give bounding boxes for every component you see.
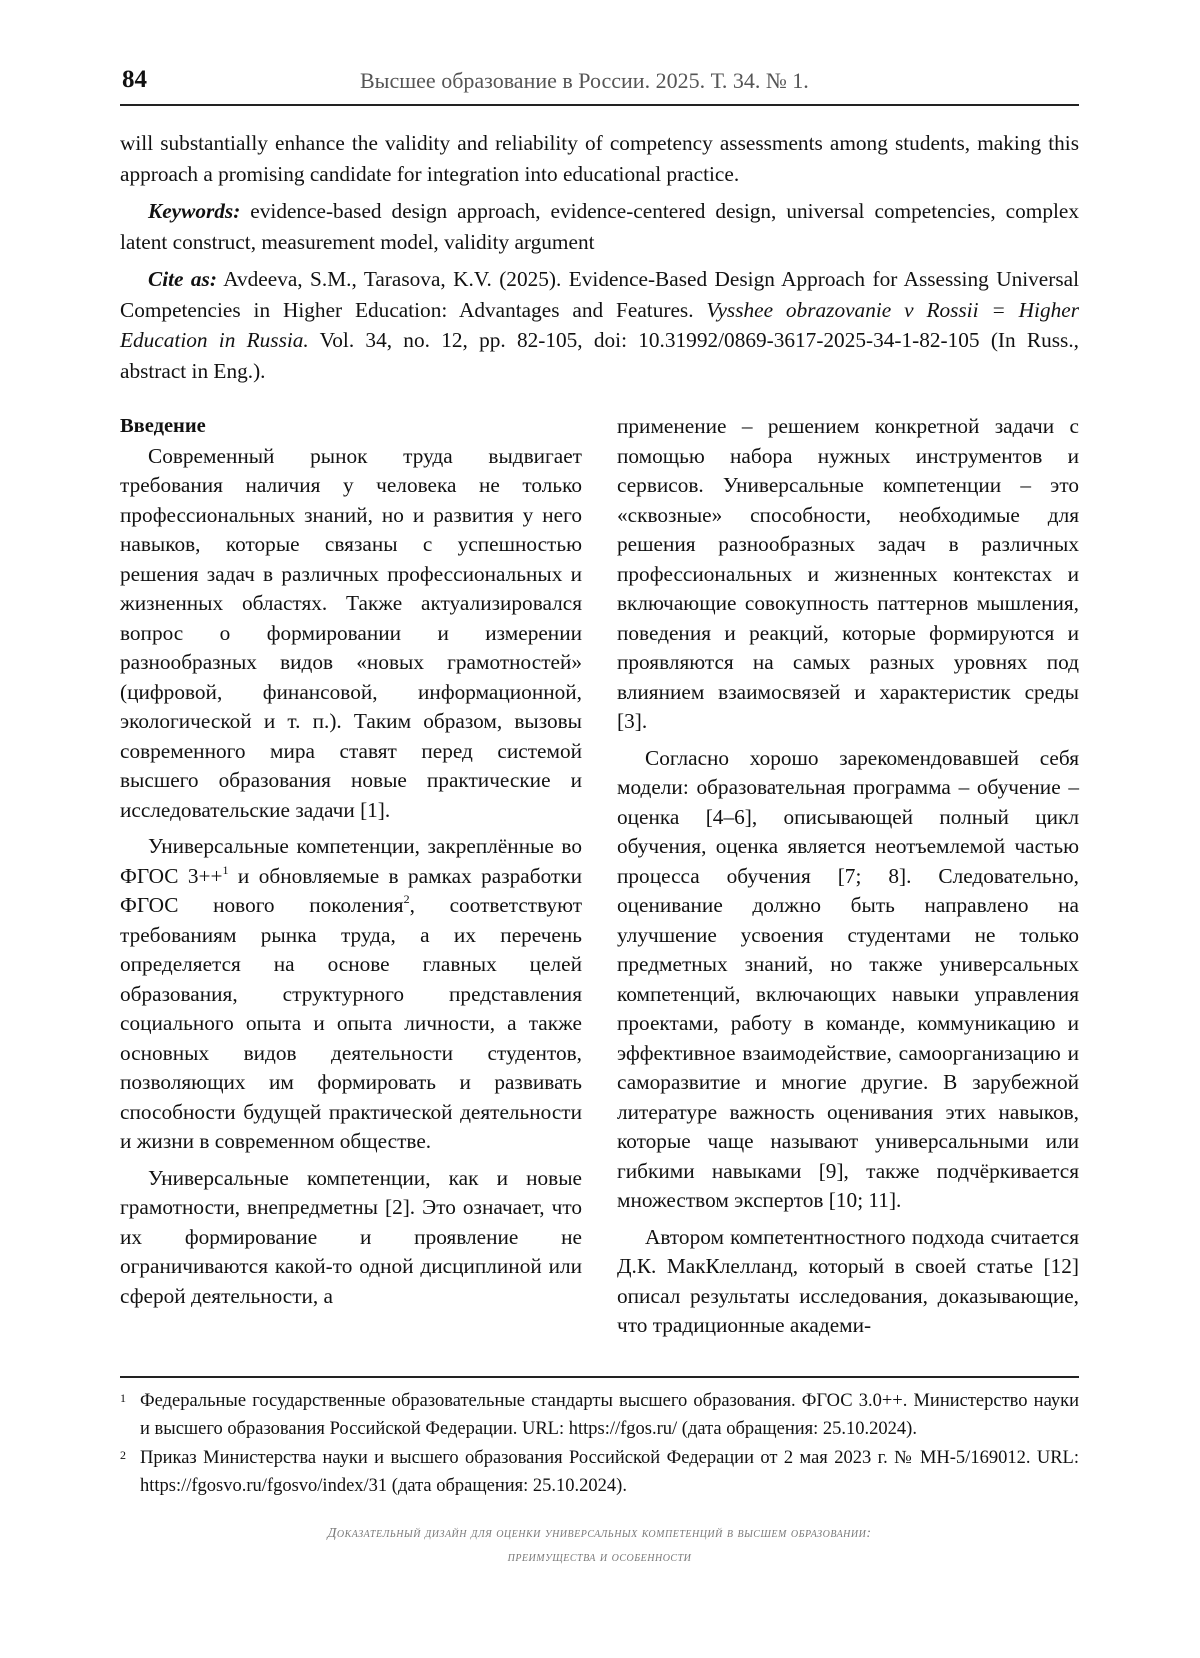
footer-line-2: преимущества и особенности: [507, 1550, 692, 1565]
cite-label: Cite as:: [148, 267, 217, 291]
header-rule: [120, 104, 1079, 106]
footnote-rule: [120, 1376, 1079, 1378]
paragraph-text: Универсальные компетенции, закреплённые во ФГОС 3++: [120, 834, 582, 888]
footnote-text: Приказ Министерства науки и высшего образования Российской Федерации от 2 мая 2023 г. № МН-5/169012. URL: https://fgosvo.ru/fgosvo/index/31 (дата обращения: 25.10.2024).: [140, 1448, 1079, 1496]
paragraph: Универсальные компетенции, как и новые грамотности, внепредметны [2]. Это означает, что их формирование и проявление не ограничиваются какой-то одной дисциплиной или сферой деятельности, а: [120, 1165, 582, 1308]
running-head: Высшее образование в России. 2025. Т. 34. № 1.: [360, 68, 809, 93]
abstract-block: [120, 128, 1079, 386]
cite-rest: Vol. 34, no. 12, pp. 82-105, doi: 10.31992/0869-3617-2025-34-1-82-105 (In Russ., abstract in Eng.).: [120, 328, 1079, 383]
footnote-number: 1: [120, 1391, 126, 1405]
paragraph: [120, 832, 582, 1157]
paragraph: применение – решением конкретной задачи с помощью набора нужных инструментов и сервисов. Универсальные компетенции – это «сквозные» способности, необходимые для решения разнообразных задач в различных профессиональных и жизненных контекстах и включающие совокупность паттернов мышления, поведения и реакций, которые формируются и проявляются на самых разных уровнях под влиянием взаимосвязей и характеристик среды [3].: [617, 414, 1079, 733]
paragraph: Согласно хорошо зарекомендовавшей себя модели: образовательная программа – обучение – оценка [4–6], описывающей полный цикл обучения, оценка является неотъемлемой частью процесса обучения [7; 8]. Следовательно, оценивание должно быть направлено на улучшение усвоения студентами не только предметных знаний, но также универсальных компетенций, включающих навыки управления проектами, работу в команде, коммуникацию и эффективное взаимодействие, самоорганизацию и саморазвитие и многие другие. В зарубежной литературе важность оценивания этих навыков, которые чаще называют универсальными или гибкими навыками [9], также подчёркивается множеством экспертов [10; 11].: [617, 745, 1079, 1212]
page-number: 84: [122, 66, 147, 93]
keywords: [120, 196, 1079, 257]
footer-line-1: Доказательный дизайн для оценки универсальных компетенций в высшем образовании:: [327, 1526, 872, 1541]
footnotes: [120, 1388, 1079, 1502]
footnote-ref-1: 1: [222, 862, 229, 877]
keywords-text: evidence-based design approach, evidence-centered design, universal competencies, complex latent construct, measurement model, validity argument: [120, 199, 1080, 254]
footnote: [120, 1388, 1079, 1443]
cite-authors: Avdeeva, S.M., Tarasova, K.V. (2025). Evidence-Based Design Approach for Assessing Universal Competencies in Higher Education: Advantages and Features.: [120, 267, 1079, 322]
abstract-text-end: will substantially enhance the validity and reliability of competency assessments among students, making this approach a promising candidate for integration into educational practice.: [120, 131, 1079, 186]
paragraph-text: и обновляемые в рамках разработки ФГОС нового поколения: [120, 863, 582, 917]
paragraph: Современный рынок труда выдвигает требования наличия у человека не только профессиональных знаний, но и развития у него навыков, которые связаны с успешностью решения задач в различных профессиональных и жизненных областях. Также актуализировался вопрос о формировании и измерении разнообразных видов «новых грамотностей» (цифровой, финансовой, информационной, экологической и т. п.). Таким образом, вызовы современного мира ставят перед системой высшего образования новые практические и исследовательские задачи [1].: [120, 443, 582, 822]
paragraph: Автором компетентностного подхода считается Д.К. МакКлелланд, который в своей статье [12] описал результаты исследования, доказывающие, что традиционные академи-: [617, 1224, 1079, 1337]
section-title: Введение: [120, 415, 206, 437]
footnote-number: 2: [120, 1448, 126, 1462]
cite-journal: Vysshee obrazovanie v Rossii = Higher Education in Russia.: [120, 297, 1079, 352]
right-column: [617, 412, 1079, 1341]
paragraph-text: , соответствуют требованиям рынка труда, а их перечень определяется на основе главных целей образования, структурного представления социального опыта и опыта личности, а также основных видов деятельности студентов, позволяющих им формировать и развивать способности будущей практической деятельности и жизни в современном обществе.: [120, 893, 582, 1153]
citation: [120, 264, 1079, 386]
left-column: [120, 412, 582, 1311]
page-header: [120, 66, 1079, 102]
keywords-label: Keywords:: [148, 199, 241, 223]
page-footer: [120, 1522, 1079, 1570]
footnote-text: Федеральные государственные образовательные стандарты высшего образования. ФГОС 3.0++. Министерство науки и высшего образования Российской Федерации. URL: https://fgos.ru/ (дата обращения: 25.10.2024).: [140, 1391, 1079, 1439]
footnote-ref-2: 2: [403, 892, 410, 906]
footnote: [120, 1445, 1079, 1500]
journal-page: [120, 0, 1079, 1658]
